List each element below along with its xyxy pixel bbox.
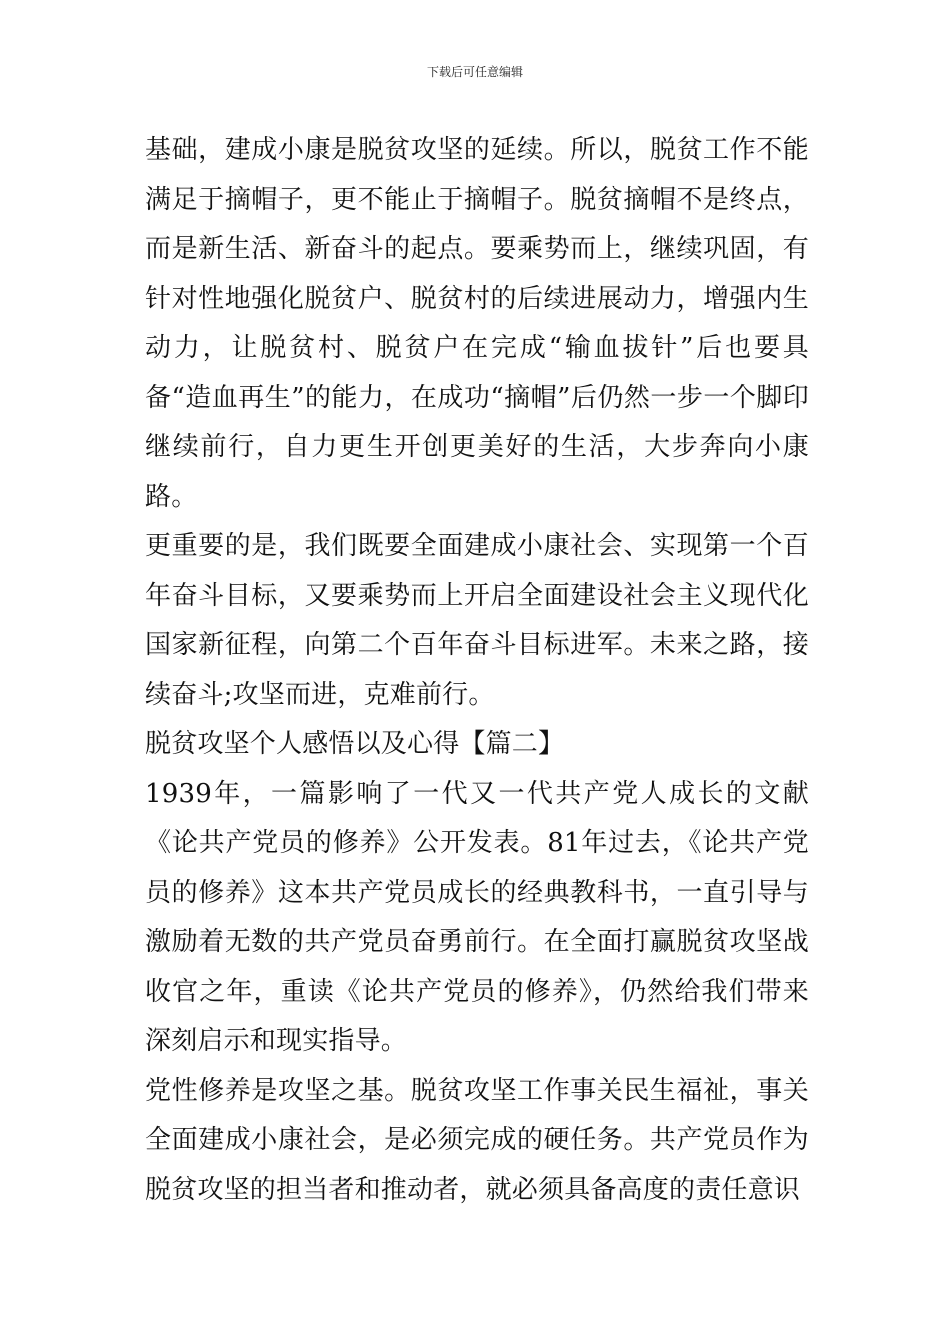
section-heading: 脱贫攻坚个人感悟以及心得【篇二】 [145, 729, 565, 759]
paragraph-4: 党性修养是攻坚之基。脱贫攻坚工作事关民生福祉，事关全面建成小康社会，是必须完成的硬任务。共产党员作为脱贫攻坚的担当者和推动者，就必须具备高度的责任意识 [145, 1075, 809, 1205]
paragraph-3: 1939年，一篇影响了一代又一代共产党人成长的文献《论共产党员的修养》公开发表。81年过去，《论共产党员的修养》这本共产党员成长的经典教科书，一直引导与激励着无数的共产党员奋勇前行。在全面打赢脱贫攻坚战收官之年，重读《论共产党员的修养》，仍然给我们带来深刻启示和现实指导。 [145, 778, 809, 1056]
paragraph-2: 更重要的是，我们既要全面建成小康社会、实现第一个百年奋斗目标，又要乘势而上开启全面建设社会主义现代化国家新征程，向第二个百年奋斗目标进军。未来之路，接续奋斗;攻坚而进，克难前行。 [145, 531, 809, 710]
page-header: 下载后可任意编辑 [426, 65, 523, 79]
document-body [145, 126, 809, 1215]
paragraph-1: 基础，建成小康是脱贫攻坚的延续。所以，脱贫工作不能满足于摘帽子，更不能止于摘帽子。脱贫摘帽不是终点，而是新生活、新奋斗的起点。要乘势而上，继续巩固，有针对性地强化脱贫户、脱贫村的后续进展动力，增强内生动力，让脱贫村、脱贫户在完成“输血拔针”后也要具备“造血再生”的能力，在成功“摘帽”后仍然一步一个脚印继续前行，自力更生开创更美好的生活，大步奔向小康路。 [145, 135, 809, 512]
